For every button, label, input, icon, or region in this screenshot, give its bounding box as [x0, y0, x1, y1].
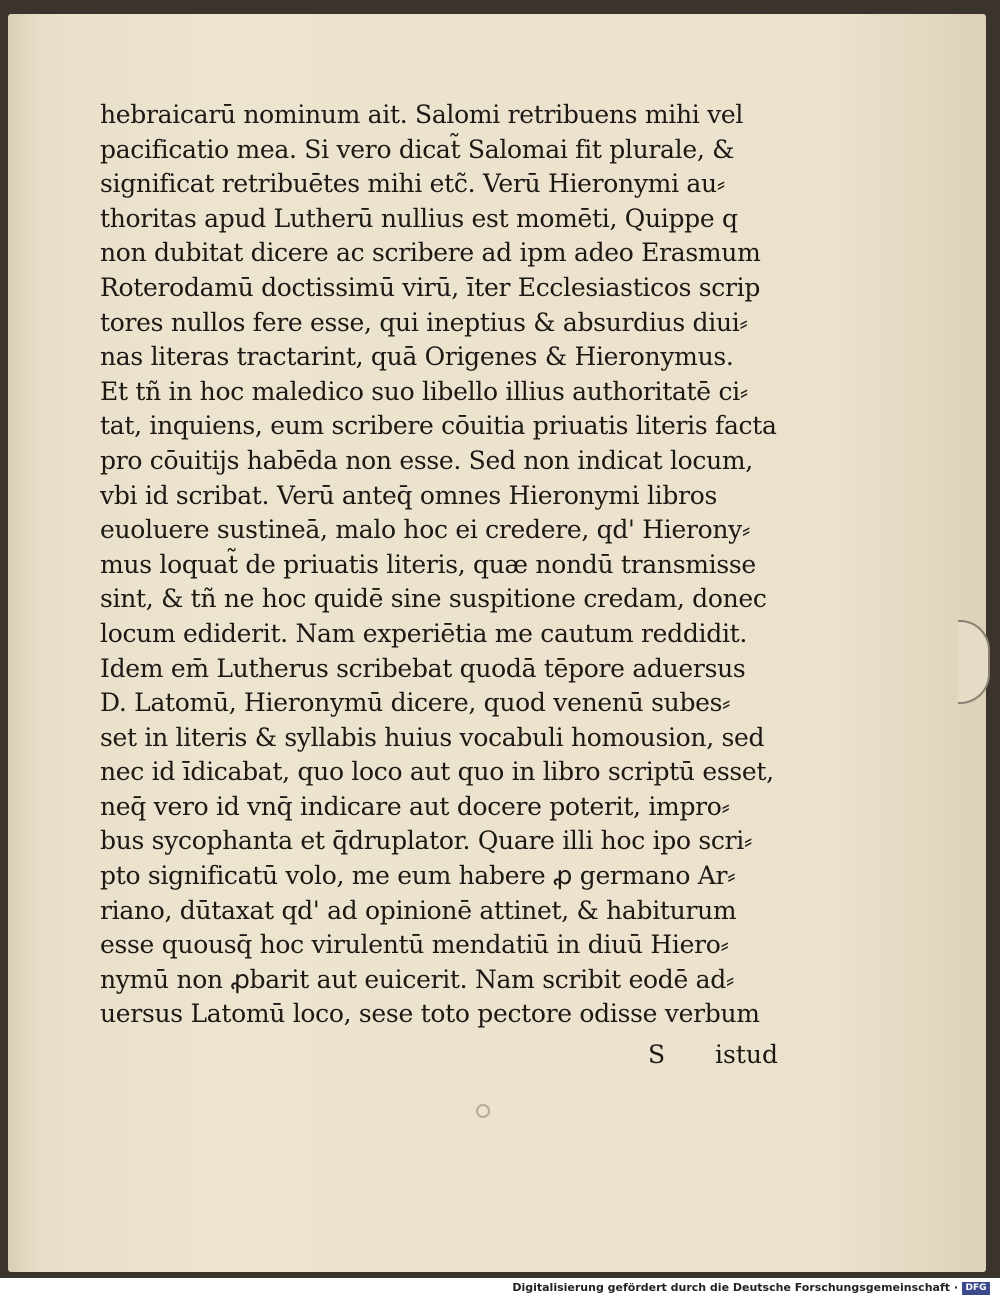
- text-line: pto significatū volo, me eum habere ꝓ germano Ar⸗: [100, 861, 736, 891]
- text-line: Roterodamū doctissimū virū, īter Ecclesiasticos scrip: [100, 272, 761, 302]
- text-line: significat retribuētes mihi etc̃. Verū Hieronymi au⸗: [100, 169, 725, 199]
- text-line: pacificatio mea. Si vero dicat̃ Salomai fit plurale, &: [100, 134, 735, 164]
- text-line: hebraicarū nominum ait. Salomi retribuens mihi vel: [100, 100, 744, 129]
- signature-catchword-line: [648, 1040, 778, 1069]
- signature-mark: S: [648, 1040, 666, 1069]
- footer-credit: Digitalisierung gefördert durch die Deutsche Forschungsgemeinschaft ·: [512, 1281, 958, 1294]
- text-line: bus sycophanta et q̄druplator. Quare illi hoc ipo scri⸗: [100, 826, 752, 856]
- text-line: locum ediderit. Nam experiētia me cautum reddidit.: [100, 618, 748, 648]
- text-line: nas literas tractarint, quā Origenes & Hieronymus.: [100, 342, 734, 372]
- text-line: D. Latomū, Hieronymū dicere, quod venenū subes⸗: [100, 688, 731, 718]
- text-line: tat, inquiens, eum scribere cōuitia priuatis literis facta: [100, 411, 777, 441]
- text-line: thoritas apud Lutherū nullius est momēti, Quippe q: [100, 203, 738, 233]
- text-block: [100, 98, 780, 1032]
- footer-bar: [0, 1278, 1000, 1300]
- text-line: nec id īdicabat, quo loco aut quo in libro scriptū esset,: [100, 757, 774, 787]
- text-line: sint, & tñ ne hoc quidē sine suspitione credam, donec: [100, 584, 767, 614]
- text-line: mus loquat̃ de priuatis literis, quæ nondū transmisse: [100, 549, 756, 579]
- text-line: esse quousq̄ hoc virulentū mendatiū in diuū Hiero⸗: [100, 930, 729, 960]
- text-line: pro cōuitijs habēda non esse. Sed non indicat locum,: [100, 445, 753, 475]
- text-line: tores nullos fere esse, qui ineptius & absurdius diui⸗: [100, 307, 748, 337]
- text-line: neq̄ vero id vnq̄ indicare aut docere poterit, impro⸗: [100, 791, 730, 821]
- dfg-logo-icon: DFG: [962, 1282, 990, 1295]
- text-line: Idem em̄ Lutherus scribebat quodā tēpore aduersus: [100, 653, 746, 683]
- text-line: euoluere sustineā, malo hoc ei credere, qd' Hierony⸗: [100, 515, 751, 545]
- text-line: uersus Latomū loco, sese toto pectore odisse verbum: [100, 999, 760, 1029]
- text-line: non dubitat dicere ac scribere ad ipm adeo Erasmum: [100, 238, 761, 268]
- text-line: vbi id scribat. Verū anteq̄ omnes Hieronymi libros: [100, 480, 718, 510]
- text-line: set in literis & syllabis huius vocabuli homousion, sed: [100, 722, 765, 752]
- text-line: riano, dūtaxat qd' ad opinionē attinet, & habiturum: [100, 895, 737, 925]
- catchword: istud: [715, 1040, 778, 1069]
- text-line: Et tñ in hoc maledico suo libello illius authoritatē ci⸗: [100, 376, 748, 406]
- paper-hole-mark: [476, 1104, 490, 1118]
- text-line: nymū non ꝓbarit aut euicerit. Nam scribit eodē ad⸗: [100, 964, 734, 994]
